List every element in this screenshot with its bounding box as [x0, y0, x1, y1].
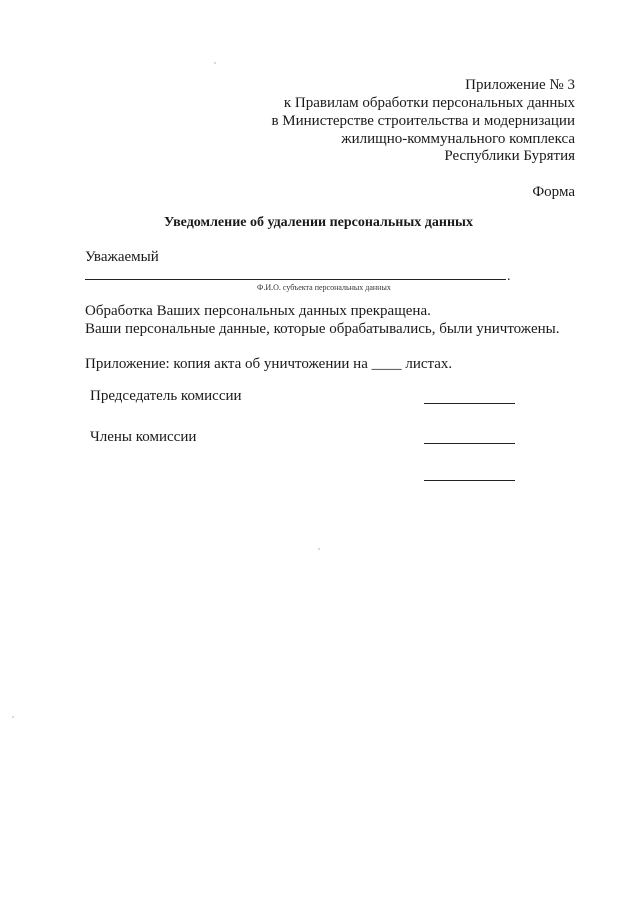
appendix-number: Приложение № 3: [465, 77, 575, 93]
scan-speck: [318, 548, 320, 550]
name-line-caption: Ф.И.О. субъекта персональных данных: [257, 283, 391, 292]
attachment-suffix: листах.: [405, 356, 453, 372]
member-1-signature-line: [424, 443, 515, 444]
member-2-signature-line: [424, 480, 515, 481]
attachment-blank: ____: [371, 356, 402, 372]
form-label: Форма: [532, 184, 575, 200]
header-republic-line: Республики Бурятия: [444, 148, 575, 164]
body-line-1: Обработка Ваших персональных данных прекращена.: [85, 303, 431, 319]
body-line-2: Ваши персональные данные, которые обрабатывались, были уничтожены.: [85, 321, 560, 337]
chairman-signature-line: [424, 403, 515, 404]
chairman-label: Председатель комиссии: [90, 388, 242, 404]
header-rules-line: к Правилам обработки персональных данных: [283, 95, 575, 111]
header-complex-line: жилищно-коммунального комплекса: [341, 131, 575, 147]
header-ministry-line: в Министерстве строительства и модернизации: [271, 113, 575, 129]
scan-speck: [214, 62, 216, 64]
document-title: Уведомление об удалении персональных данных: [164, 215, 473, 230]
name-line-period: .: [507, 269, 511, 284]
salutation: Уважаемый: [85, 249, 159, 265]
attachment-line: [85, 355, 452, 373]
members-label: Члены комиссии: [90, 429, 197, 445]
recipient-name-line: [85, 279, 506, 280]
attachment-prefix: Приложение: копия акта об уничтожении на: [85, 356, 368, 372]
scan-speck: [12, 716, 14, 718]
